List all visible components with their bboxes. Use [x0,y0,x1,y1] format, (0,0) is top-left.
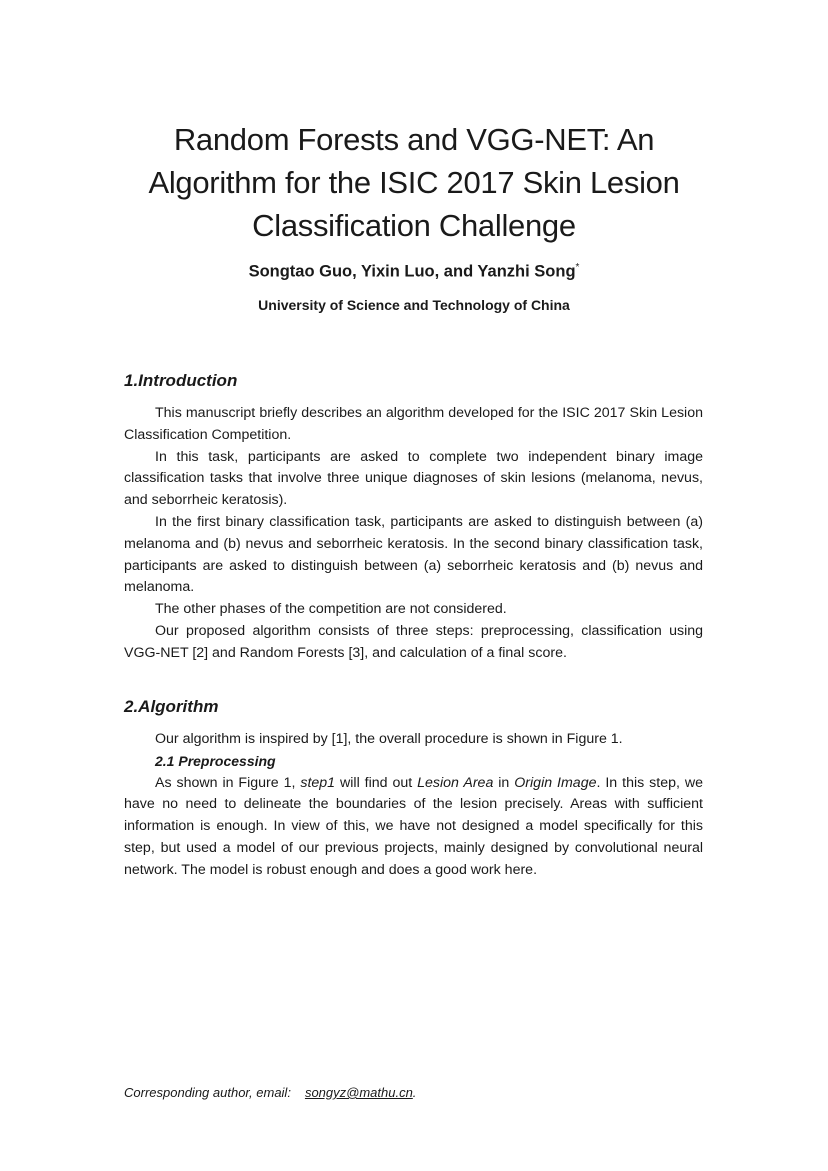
intro-paragraph-1: This manuscript briefly describes an algorithm developed for the ISIC 2017 Skin Lesion Classification Competition. [124,405,703,443]
preprocessing-term-step1: step1 [300,774,336,791]
preprocessing-text-c: in [493,774,515,791]
affiliation: University of Science and Technology of China [258,297,570,313]
title-line-2: Algorithm for the ISIC 2017 Skin Lesion [148,165,680,200]
footnote-email-link[interactable]: songyz@mathu.cn [304,1085,413,1100]
intro-paragraph-5: Our proposed algorithm consists of three steps: preprocessing, classification using VGG-NET [2] and Random Forests [3], and calculation of a final score. [124,622,703,661]
introduction-body [124,403,703,665]
footnote-label: Corresponding author, email: [124,1085,291,1100]
preprocessing-text-d: . In this step, we have no need to delineate the boundaries of the lesion precisely. Areas with sufficient information is enough. In view of this, we have not designed a model specifically for this step, but used a model of our previous projects, mainly designed by convolutional neural network. The model is robust enough and does a good work here. [124,774,703,878]
section-heading-algorithm: 2.Algorithm [124,697,219,716]
corresponding-author-marker: * [575,262,580,273]
paper-title [100,118,728,247]
corresponding-author-footnote [124,1085,416,1100]
intro-paragraph-3: In the first binary classification task, participants are asked to distinguish between (a) melanoma and (b) nevus and seborrheic keratosis. In the second binary classification task, participants are asked to distinguish between (a) seborrheic keratosis and (b) nevus and melanoma. [124,513,703,596]
algorithm-body [124,729,703,882]
intro-paragraph-2: In this task, participants are asked to complete two independent binary image classification tasks that involve three unique diagnoses of skin lesions (melanoma, nevus, and seborrheic keratosis). [124,448,703,509]
algorithm-paragraph-1: Our algorithm is inspired by [1], the overall procedure is shown in Figure 1. [155,731,623,747]
subsection-heading-preprocessing: 2.1 Preprocessing [155,752,276,769]
preprocessing-text-a: As shown in Figure 1, [155,774,301,791]
preprocessing-term-lesion-area: Lesion Area [417,774,494,791]
author-list [100,262,728,282]
preprocessing-term-origin-image: Origin Image [514,774,597,791]
author-names: Songtao Guo, Yixin Luo, and Yanzhi Song [248,262,576,281]
section-heading-introduction: 1.Introduction [124,371,238,390]
footnote-period: . [412,1085,417,1100]
title-line-3: Classification Challenge [252,208,576,243]
title-line-1: Random Forests and VGG-NET: An [173,122,655,157]
preprocessing-paragraph [124,773,703,882]
intro-paragraph-4: The other phases of the competition are not considered. [155,601,507,618]
preprocessing-text-b: will find out [335,774,418,791]
